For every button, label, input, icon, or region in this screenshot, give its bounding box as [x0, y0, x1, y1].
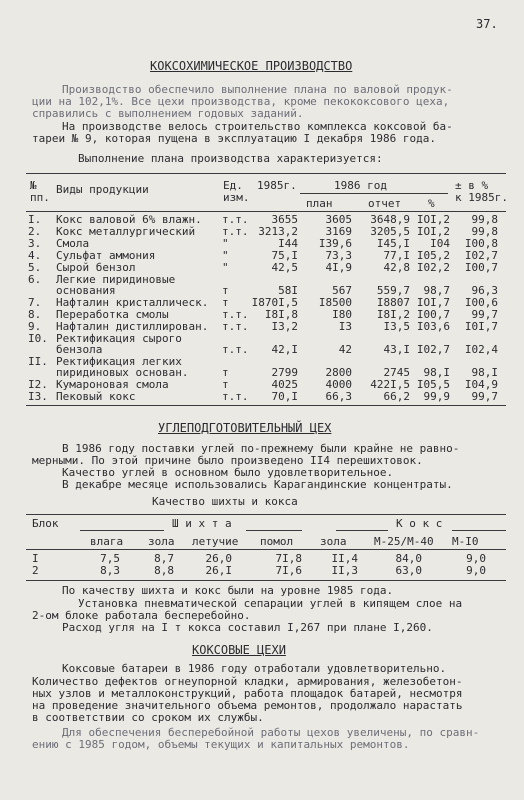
- cell-plan: 4I,9: [325, 261, 352, 274]
- product-name: бензола: [56, 343, 103, 356]
- cell-fact: I8I,2: [376, 308, 410, 321]
- cell-plan: I3: [338, 320, 352, 333]
- cell-no: I2.: [28, 378, 48, 391]
- table-rule-header: [26, 211, 506, 212]
- cell-y1985: 2799: [271, 366, 298, 379]
- cell-dev: I00,7: [464, 261, 498, 274]
- paragraph-line: в соответствии со сроком их службы.: [32, 711, 264, 724]
- cell-unit: т.т.: [222, 308, 249, 321]
- col-grind: помол: [260, 535, 294, 548]
- paragraph-line: На производстве велось строительство комплекса коксовой ба-: [62, 120, 453, 133]
- cell-y1985: 42,5: [271, 261, 298, 274]
- paragraph-line: Качество углей в основном было удовлетворительное.: [62, 466, 394, 479]
- header-rule: [336, 530, 388, 531]
- quality-value: 9,0: [466, 564, 486, 577]
- cell-dev: I00,8: [464, 237, 498, 250]
- cell-no: 4.: [28, 249, 42, 262]
- paragraph-line: Установка пневматической сепарации углей в кипящем слое на: [78, 597, 463, 610]
- product-name: Нафталин кристаллическ.: [56, 296, 209, 309]
- cell-pct: I05,2: [416, 249, 450, 262]
- paragraph-line: В 1986 году поставки углей по-прежнему были крайне не равно-: [62, 442, 460, 455]
- cell-dev: I02,7: [464, 249, 498, 262]
- cell-plan: 42: [338, 343, 352, 356]
- quality-value: 7I,6: [275, 564, 302, 577]
- cell-fact: I8807: [376, 296, 410, 309]
- cell-dev: 98,I: [471, 366, 498, 379]
- header-rule: [246, 530, 302, 531]
- quality-value: 8,3: [100, 564, 120, 577]
- col-m25-m40: М-25/М-40: [374, 535, 434, 548]
- paragraph-line: справились с выполнением годовых заданий.: [32, 107, 304, 120]
- cell-fact: I3,5: [383, 320, 410, 333]
- cell-fact: 3205,5: [370, 225, 410, 238]
- header-product: Виды продукции: [56, 183, 149, 196]
- header-1986: 1986 год: [334, 179, 387, 192]
- product-name: Пековый кокс: [56, 390, 136, 403]
- cell-y1985: 58I: [278, 284, 298, 297]
- cell-fact: I45,I: [376, 237, 410, 250]
- col-ash: зола: [148, 535, 175, 548]
- cell-plan: 3605: [325, 213, 352, 226]
- cell-fact: 422I,5: [370, 378, 410, 391]
- quality-value: 26,I: [205, 564, 232, 577]
- header-unit: Ед.: [223, 179, 243, 192]
- cell-y1985: I870I,5: [251, 296, 298, 309]
- cell-unit: т: [222, 378, 229, 391]
- paragraph-line: ции на 102,1%. Все цехи производства, кроме пекококсового цеха,: [32, 95, 450, 108]
- product-name: Ректификация легких: [56, 355, 182, 368]
- cell-fact: 559,7: [376, 284, 410, 297]
- header-deviation-sub: к 1985г.: [455, 191, 508, 204]
- cell-plan: I8500: [318, 296, 352, 309]
- cell-plan: 4000: [325, 378, 352, 391]
- section-title-coke-shops: КОКСОВЫЕ ЦЕХИ: [192, 643, 286, 657]
- header-percent: %: [428, 197, 435, 210]
- paragraph-line: 2-ом блоке работала бесперебойно.: [32, 609, 251, 622]
- cell-no: II.: [28, 355, 48, 368]
- cell-y1985: 3655: [271, 213, 298, 226]
- table-rule-header: [26, 549, 506, 550]
- paragraph-line: ных узлов и металлоконструкций, работа площадок батарей, несмотря: [32, 687, 463, 700]
- quality-value: 7I,8: [275, 552, 302, 565]
- header-no: №: [30, 179, 37, 192]
- cell-no: I3.: [28, 390, 48, 403]
- table-rule-bottom: [26, 405, 506, 406]
- cell-unit: т.т.: [222, 390, 249, 403]
- cell-dev: 99,7: [471, 390, 498, 403]
- cell-no: 5.: [28, 261, 42, 274]
- cell-plan: I39,6: [318, 237, 352, 250]
- cell-pct: IOI,2: [416, 213, 450, 226]
- cell-unit: т.т.: [222, 225, 249, 238]
- cell-y1985: 75,I: [271, 249, 298, 262]
- cell-fact: 43,I: [383, 343, 410, 356]
- col-coke-ash: зола: [320, 535, 347, 548]
- cell-plan: 3169: [325, 225, 352, 238]
- quality-value: 8,7: [154, 552, 174, 565]
- block-number: I: [32, 552, 39, 565]
- cell-unit: ": [222, 249, 229, 262]
- cell-pct: I00,7: [416, 308, 450, 321]
- paragraph-line: тареи № 9, которая пущена в эксплуатацию I декабря 1986 года.: [32, 132, 436, 145]
- product-name: Кокс металлургический: [56, 225, 196, 238]
- paragraph-line: на проведение значительного объема ремонтов, продолжало нарастать: [32, 699, 463, 712]
- cell-plan: 73,3: [325, 249, 352, 262]
- cell-plan: 2800: [325, 366, 352, 379]
- product-name: Кумароновая смола: [56, 378, 169, 391]
- quality-table-title: Качество шихты и кокса: [152, 495, 298, 508]
- table-intro: Выполнение плана производства характеризуется:: [78, 152, 383, 165]
- header-1986-rule: [300, 193, 448, 194]
- cell-no: 6.: [28, 273, 42, 286]
- header-deviation: ± в %: [455, 179, 489, 192]
- cell-dev: 99,7: [471, 308, 498, 321]
- col-volatile: летучие: [192, 535, 239, 548]
- paragraph-line: Расход угля на I т кокса составил I,267 при плане I,260.: [62, 621, 433, 634]
- cell-fact: 2745: [383, 366, 410, 379]
- cell-pct: 98,I: [423, 366, 450, 379]
- paragraph-line: Коксовые батареи в 1986 году отработали удовлетворительно.: [62, 662, 447, 675]
- cell-y1985: 4025: [271, 378, 298, 391]
- cell-pct: 99,9: [423, 390, 450, 403]
- cell-plan: 66,3: [325, 390, 352, 403]
- cell-pct: I03,6: [416, 320, 450, 333]
- section-title-coal-prep: УГЛЕПОДГОТОВИТЕЛЬНЫЙ ЦЕХ: [158, 421, 332, 435]
- table-rule-bottom: [26, 580, 506, 581]
- quality-value: 26,0: [205, 552, 232, 565]
- cell-y1985: 70,I: [271, 390, 298, 403]
- paragraph-line: мерными. По этой причине было произведено II4 перешихтовок.: [32, 454, 423, 467]
- cell-y1985: I44: [278, 237, 298, 250]
- cell-dev: 99,8: [471, 225, 498, 238]
- cell-y1985: 42,I: [271, 343, 298, 356]
- cell-plan: I80: [332, 308, 352, 321]
- cell-pct: I02,2: [416, 261, 450, 274]
- cell-no: I0.: [28, 332, 48, 345]
- cell-fact: 3648,9: [370, 213, 410, 226]
- quality-value: 8,8: [154, 564, 174, 577]
- paragraph-line: По качеству шихта и кокс были на уровне 1985 года.: [62, 584, 394, 597]
- cell-fact: 42,8: [383, 261, 410, 274]
- product-name: Кокс валовой 6% влажн.: [56, 213, 202, 226]
- table-rule-top: [26, 514, 506, 515]
- section-title-coke-chemical: КОКСОХИМИЧЕСКОЕ ПРОИЗВОДСТВО: [150, 59, 353, 73]
- cell-dev: I00,6: [464, 296, 498, 309]
- cell-no: I.: [28, 213, 42, 226]
- quality-value: 7,5: [100, 552, 120, 565]
- header-unit-sub: изм.: [223, 191, 250, 204]
- header-koks: К о к с: [396, 517, 443, 530]
- header-fact: отчет: [368, 197, 402, 210]
- quality-value: 63,0: [395, 564, 422, 577]
- cell-no: 3.: [28, 237, 42, 250]
- product-name: Легкие пиридиновые: [56, 273, 176, 286]
- quality-value: 84,0: [395, 552, 422, 565]
- cell-pct: IOI,2: [416, 225, 450, 238]
- col-moisture: влага: [90, 535, 124, 548]
- cell-plan: 567: [332, 284, 352, 297]
- product-name: Переработка смолы: [56, 308, 169, 321]
- cell-unit: т.т.: [222, 213, 249, 226]
- paragraph-line: Производство обеспечило выполнение плана по валовой продук-: [62, 83, 453, 96]
- header-rule: [452, 530, 506, 531]
- product-name: Сульфат аммония: [56, 249, 156, 262]
- cell-no: 9.: [28, 320, 42, 333]
- cell-unit: т: [222, 366, 229, 379]
- cell-y1985: I8I,8: [264, 308, 298, 321]
- header-shikhta: Ш и х т а: [172, 517, 232, 530]
- cell-pct: 98,7: [423, 284, 450, 297]
- cell-dev: 96,3: [471, 284, 498, 297]
- block-number: 2: [32, 564, 39, 577]
- cell-unit: т: [222, 284, 229, 297]
- cell-y1985: 3213,2: [258, 225, 298, 238]
- header-block: Блок: [32, 517, 59, 530]
- product-name: основания: [56, 284, 116, 297]
- paragraph-line: Количество дефектов огнеупорной кладки, армирования, железобетон-: [32, 675, 463, 688]
- cell-pct: I05,5: [416, 378, 450, 391]
- header-no-sub: пп.: [30, 191, 50, 204]
- quality-value: 9,0: [466, 552, 486, 565]
- paragraph-line: Для обеспечения бесперебойной работы цехов увеличены, по сравн-: [62, 726, 480, 739]
- cell-unit: ": [222, 237, 229, 250]
- table-rule-top: [26, 173, 506, 174]
- cell-pct: I04: [430, 237, 450, 250]
- cell-unit: ": [222, 261, 229, 274]
- product-name: Ректификация сырого: [56, 332, 182, 345]
- cell-pct: I02,7: [416, 343, 450, 356]
- product-name: пиридиновых основан.: [56, 366, 189, 379]
- header-plan: план: [306, 197, 333, 210]
- cell-no: 8.: [28, 308, 42, 321]
- paragraph-line: В декабре месяце использовались Карагандинские концентраты.: [62, 478, 453, 491]
- header-rule: [80, 530, 164, 531]
- product-name: Сырой бензол: [56, 261, 136, 274]
- cell-unit: т.т.: [222, 320, 249, 333]
- page-number: 37.: [476, 17, 498, 31]
- cell-dev: I04,9: [464, 378, 498, 391]
- cell-fact: 77,I: [383, 249, 410, 262]
- col-m10: М-I0: [452, 535, 479, 548]
- header-1985: 1985г.: [257, 179, 297, 192]
- cell-dev: I0I,7: [464, 320, 498, 333]
- cell-unit: т.т.: [222, 343, 249, 356]
- quality-value: II,4: [331, 552, 358, 565]
- cell-dev: I02,4: [464, 343, 498, 356]
- paragraph-line: ению с 1985 годом, объемы текущих и капитальных ремонтов.: [32, 738, 410, 751]
- product-name: Смола: [56, 237, 90, 250]
- cell-no: 2.: [28, 225, 42, 238]
- cell-y1985: I3,2: [271, 320, 298, 333]
- cell-fact: 66,2: [383, 390, 410, 403]
- cell-unit: т: [222, 296, 229, 309]
- cell-pct: IOI,7: [416, 296, 450, 309]
- quality-value: II,3: [331, 564, 358, 577]
- product-name: Нафталин дистиллирован.: [56, 320, 209, 333]
- cell-no: 7.: [28, 296, 42, 309]
- cell-dev: 99,8: [471, 213, 498, 226]
